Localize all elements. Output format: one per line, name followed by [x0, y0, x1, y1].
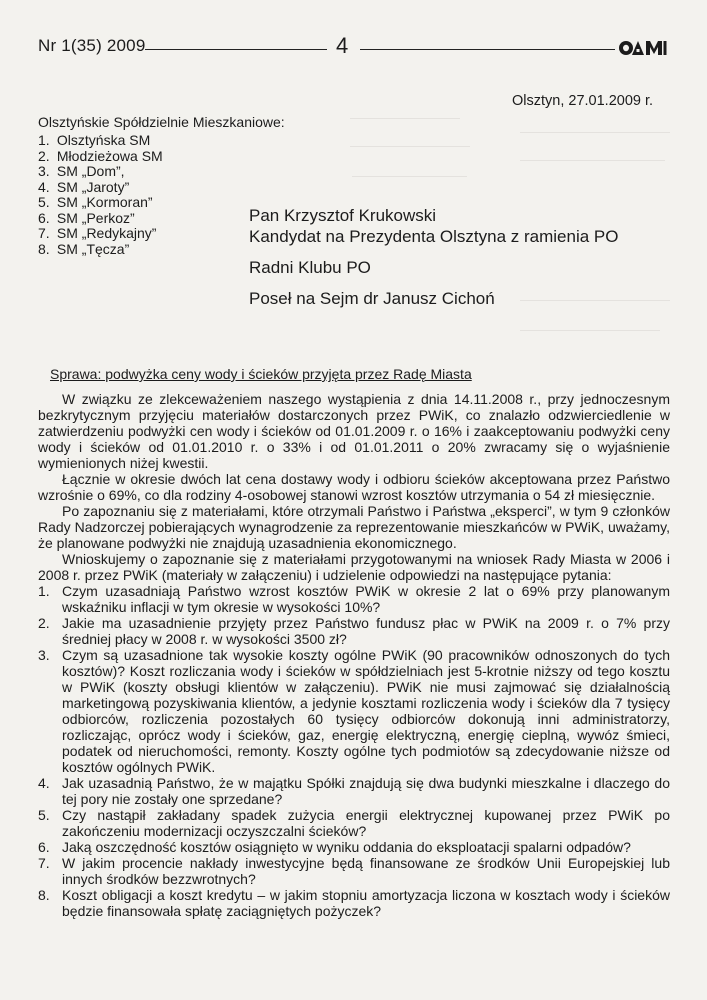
recipient-line: Kandydat na Prezydenta Olsztyna z ramienia PO: [249, 227, 619, 246]
question-item: 3. Czym są uzasadnione tak wysokie koszty ogólne PWiK (90 pracowników odnoszonych do tych kosztów)? Koszt rozliczania wody i ścieków w spółdzielniach jest 5-krotnie niższy od tego kosztu w PWiK (koszty obsługi klientów w załączeniu). PWiK nie musi zajmować się działalnością marketingową pozyskiwania klientów, a jedynie kosztami rozliczenia wody i ścieków dla 7 tysięcy odbiorców, rozliczenia pozostałych 60 tysięcy odbiorców dokonują inni administratorzy, rozliczając, oprócz wody i ścieków, gaz, energię elektryczną, energię cieplną, wywóz śmieci, podatek od nieruchomości, remonty. Koszty ogólne tych podmiotów są zdecydowanie niższe od kosztów ogólnych PWiK.: [38, 647, 670, 775]
question-item: 7. W jakim procencie nakłady inwestycyjne będą finansowane ze środków Unii Europejskiej lub innych środków bezzwrotnych?: [38, 855, 670, 887]
sender-list: [38, 133, 163, 257]
recipient-line: Pan Krzysztof Krukowski: [249, 206, 437, 225]
body-paragraph: Po zapoznaniu się z materiałami, które otrzymali Państwo i Państwa „eksperci”, w tym 9 członków Rady Nadzorczej pobierających wynagrodzenie za reprezentowanie mieszkańców w PWiK, uważamy, że planowane podwyżki nie znajdują uzasadnienia ekonomicznego.: [38, 503, 670, 551]
sender-heading: Olsztyńskie Spółdzielnie Mieszkaniowe:: [38, 114, 285, 130]
sender-item: 5. SM „Kormoran”: [38, 194, 153, 210]
show-through-rule: [350, 118, 460, 119]
sender-item: 3. SM „Dom”,: [38, 163, 125, 179]
recipients-block: [249, 205, 618, 309]
show-through-rule: [520, 132, 670, 133]
letter-body: [38, 391, 670, 919]
page-number: 4: [336, 33, 349, 58]
question-item: 8. Koszt obligacji a koszt kredytu – w jakim stopniu amortyzacja liczona w kosztach wody i ścieków będzie finansowała spłatę zaciągniętych pożyczek?: [38, 887, 670, 919]
header-rule-left: [145, 49, 327, 50]
issue-number: Nr 1(35) 2009: [38, 36, 146, 55]
publication-logo: [618, 37, 668, 57]
recipient-line: Radni Klubu PO: [249, 258, 371, 277]
show-through-rule: [350, 146, 470, 147]
body-paragraph: W związku ze zlekceważeniem naszego wystąpienia z dnia 14.11.2008 r., przy jednoczesnym bezkrytycznym przyjęciu materiałów dostarczonych przez PWiK, co znalazło odzwierciedlenie w zatwierdzeniu podwyżki cen wody i ścieków od 01.01.2009 r. o 16% i zaakceptowaniu podwyżki ceny wody i ścieków od 01.01.2010 r. o 33% i od 01.01.2011 o 20% zwracamy się o wyjaśnienie wymienionych niżej kwestii.: [38, 391, 670, 471]
body-paragraph: Wnioskujemy o zapoznanie się z materiałami przygotowanymi na wniosek Rady Miasta w 2006 i 2008 r. przez PWiK (materiały w załączeniu) i udzielenie odpowiedzi na następujące pytania:: [38, 551, 670, 583]
question-item: 6. Jaką oszczędność kosztów osiągnięto w wyniku oddania do eksploatacji spalarni odpadów?: [38, 839, 631, 855]
show-through-rule: [520, 330, 660, 331]
question-item: 1. Czym uzasadniają Państwo wzrost kosztów PWiK w okresie 2 lat o 69% przy planowanym wskaźniku inflacji w tym okresie w wysokości 10%?: [38, 583, 670, 615]
question-item: 4. Jak uzasadnią Państwo, że w majątku Spółki znajdują się dwa budynki mieszkalne i dlaczego do tej pory nie zostały one sprzedane?: [38, 775, 670, 807]
sender-item: 8. SM „Tęcza”: [38, 240, 130, 257]
question-item: 2. Jakie ma uzasadnienie przyjęty przez Państwo fundusz płac w PWiK na 2009 r. o 7% przy średniej płacy w 2008 r. w wysokości 3500 zł?: [38, 615, 670, 647]
body-paragraph: Łącznie w okresie dwóch lat cena dostawy wody i odbioru ścieków akceptowana przez Państwo wzrośnie o 69%, co dla rodziny 4-osobowej stanowi wzrost kosztów utrzymania o 54 zł miesięcznie.: [38, 471, 670, 503]
question-list: [38, 583, 670, 919]
sender-item: 6. SM „Perkoz”: [38, 209, 135, 226]
sender-item: 4. SM „Jaroty”: [38, 178, 130, 195]
sender-item: 1. Olsztyńska SM: [38, 132, 151, 148]
question-item: 5. Czy nastąpił zakładany spadek zużycia energii elektrycznej kupowanej przez PWiK po zakończeniu modernizacji oczyszczalni ścieków?: [38, 807, 670, 839]
show-through-rule: [352, 176, 467, 177]
letter-date: Olsztyn, 27.01.2009 r.: [512, 93, 654, 109]
letter-subject: Sprawa: podwyżka ceny wody i ścieków przyjęta przez Radę Miasta: [50, 366, 472, 382]
show-through-rule: [520, 160, 665, 161]
recipient-line: Poseł na Sejm dr Janusz Cichoń: [249, 289, 495, 308]
sender-item: 2. Młodzieżowa SM: [38, 147, 163, 164]
sender-item: 7. SM „Redykajny”: [38, 225, 157, 241]
header-rule-right: [360, 49, 615, 50]
